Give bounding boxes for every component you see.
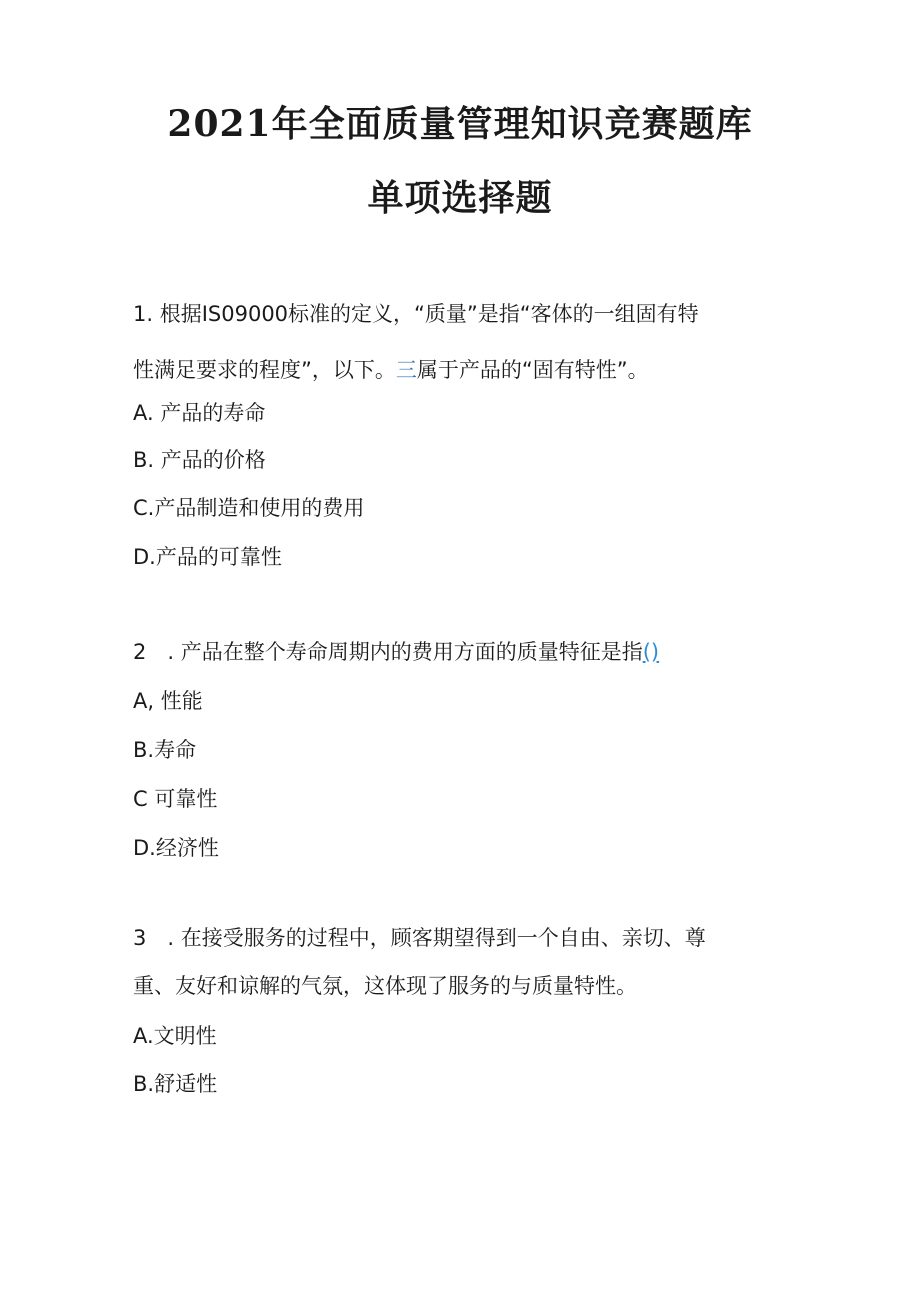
question-1-option-d: D.产品的可靠性 (133, 545, 282, 569)
question-1-text-line-1: 1. 根据IS09000标准的定义，“质量”是指“客体的一组固有特 (133, 302, 699, 326)
document-title: 2021年全面质量管理知识竞赛题库 (167, 103, 753, 145)
question-3-text-line-2: 重、友好和谅解的气氛，这体现了服务的与质量特性。 (133, 974, 637, 998)
section-heading: 单项选择题 (367, 177, 553, 219)
question-2-option-a: A, 性能 (133, 689, 203, 713)
question-2-text-part-a: 2 . 产品在整个寿命周期内的费用方面的质量特征是指 (133, 640, 643, 664)
question-1-text-part-a: 性满足要求的程度”，以下。 (133, 358, 396, 382)
question-3-option-b: B.舒适性 (133, 1072, 218, 1096)
question-2-text-line-1 (133, 636, 659, 666)
question-3-text-line-1: 3 . 在接受服务的过程中，顾客期望得到一个自由、亲切、尊 (133, 926, 706, 950)
question-3-option-a: A.文明性 (133, 1024, 217, 1048)
question-2-option-d: D.经济性 (133, 836, 219, 860)
question-1-blank-mark: 三 (395, 358, 417, 382)
question-1-option-a: A. 产品的寿命 (133, 401, 266, 425)
question-1-option-b: B. 产品的价格 (133, 448, 266, 472)
question-1-text-part-c: 属于产品的“固有特性”。 (416, 358, 649, 382)
question-2-option-c: C 可靠性 (133, 787, 218, 811)
question-1-text-line-2 (133, 354, 649, 384)
question-2-answer-blank: () (642, 640, 660, 664)
question-2-option-b: B.寿命 (133, 738, 197, 762)
question-1-option-c: C.产品制造和使用的费用 (133, 496, 365, 520)
